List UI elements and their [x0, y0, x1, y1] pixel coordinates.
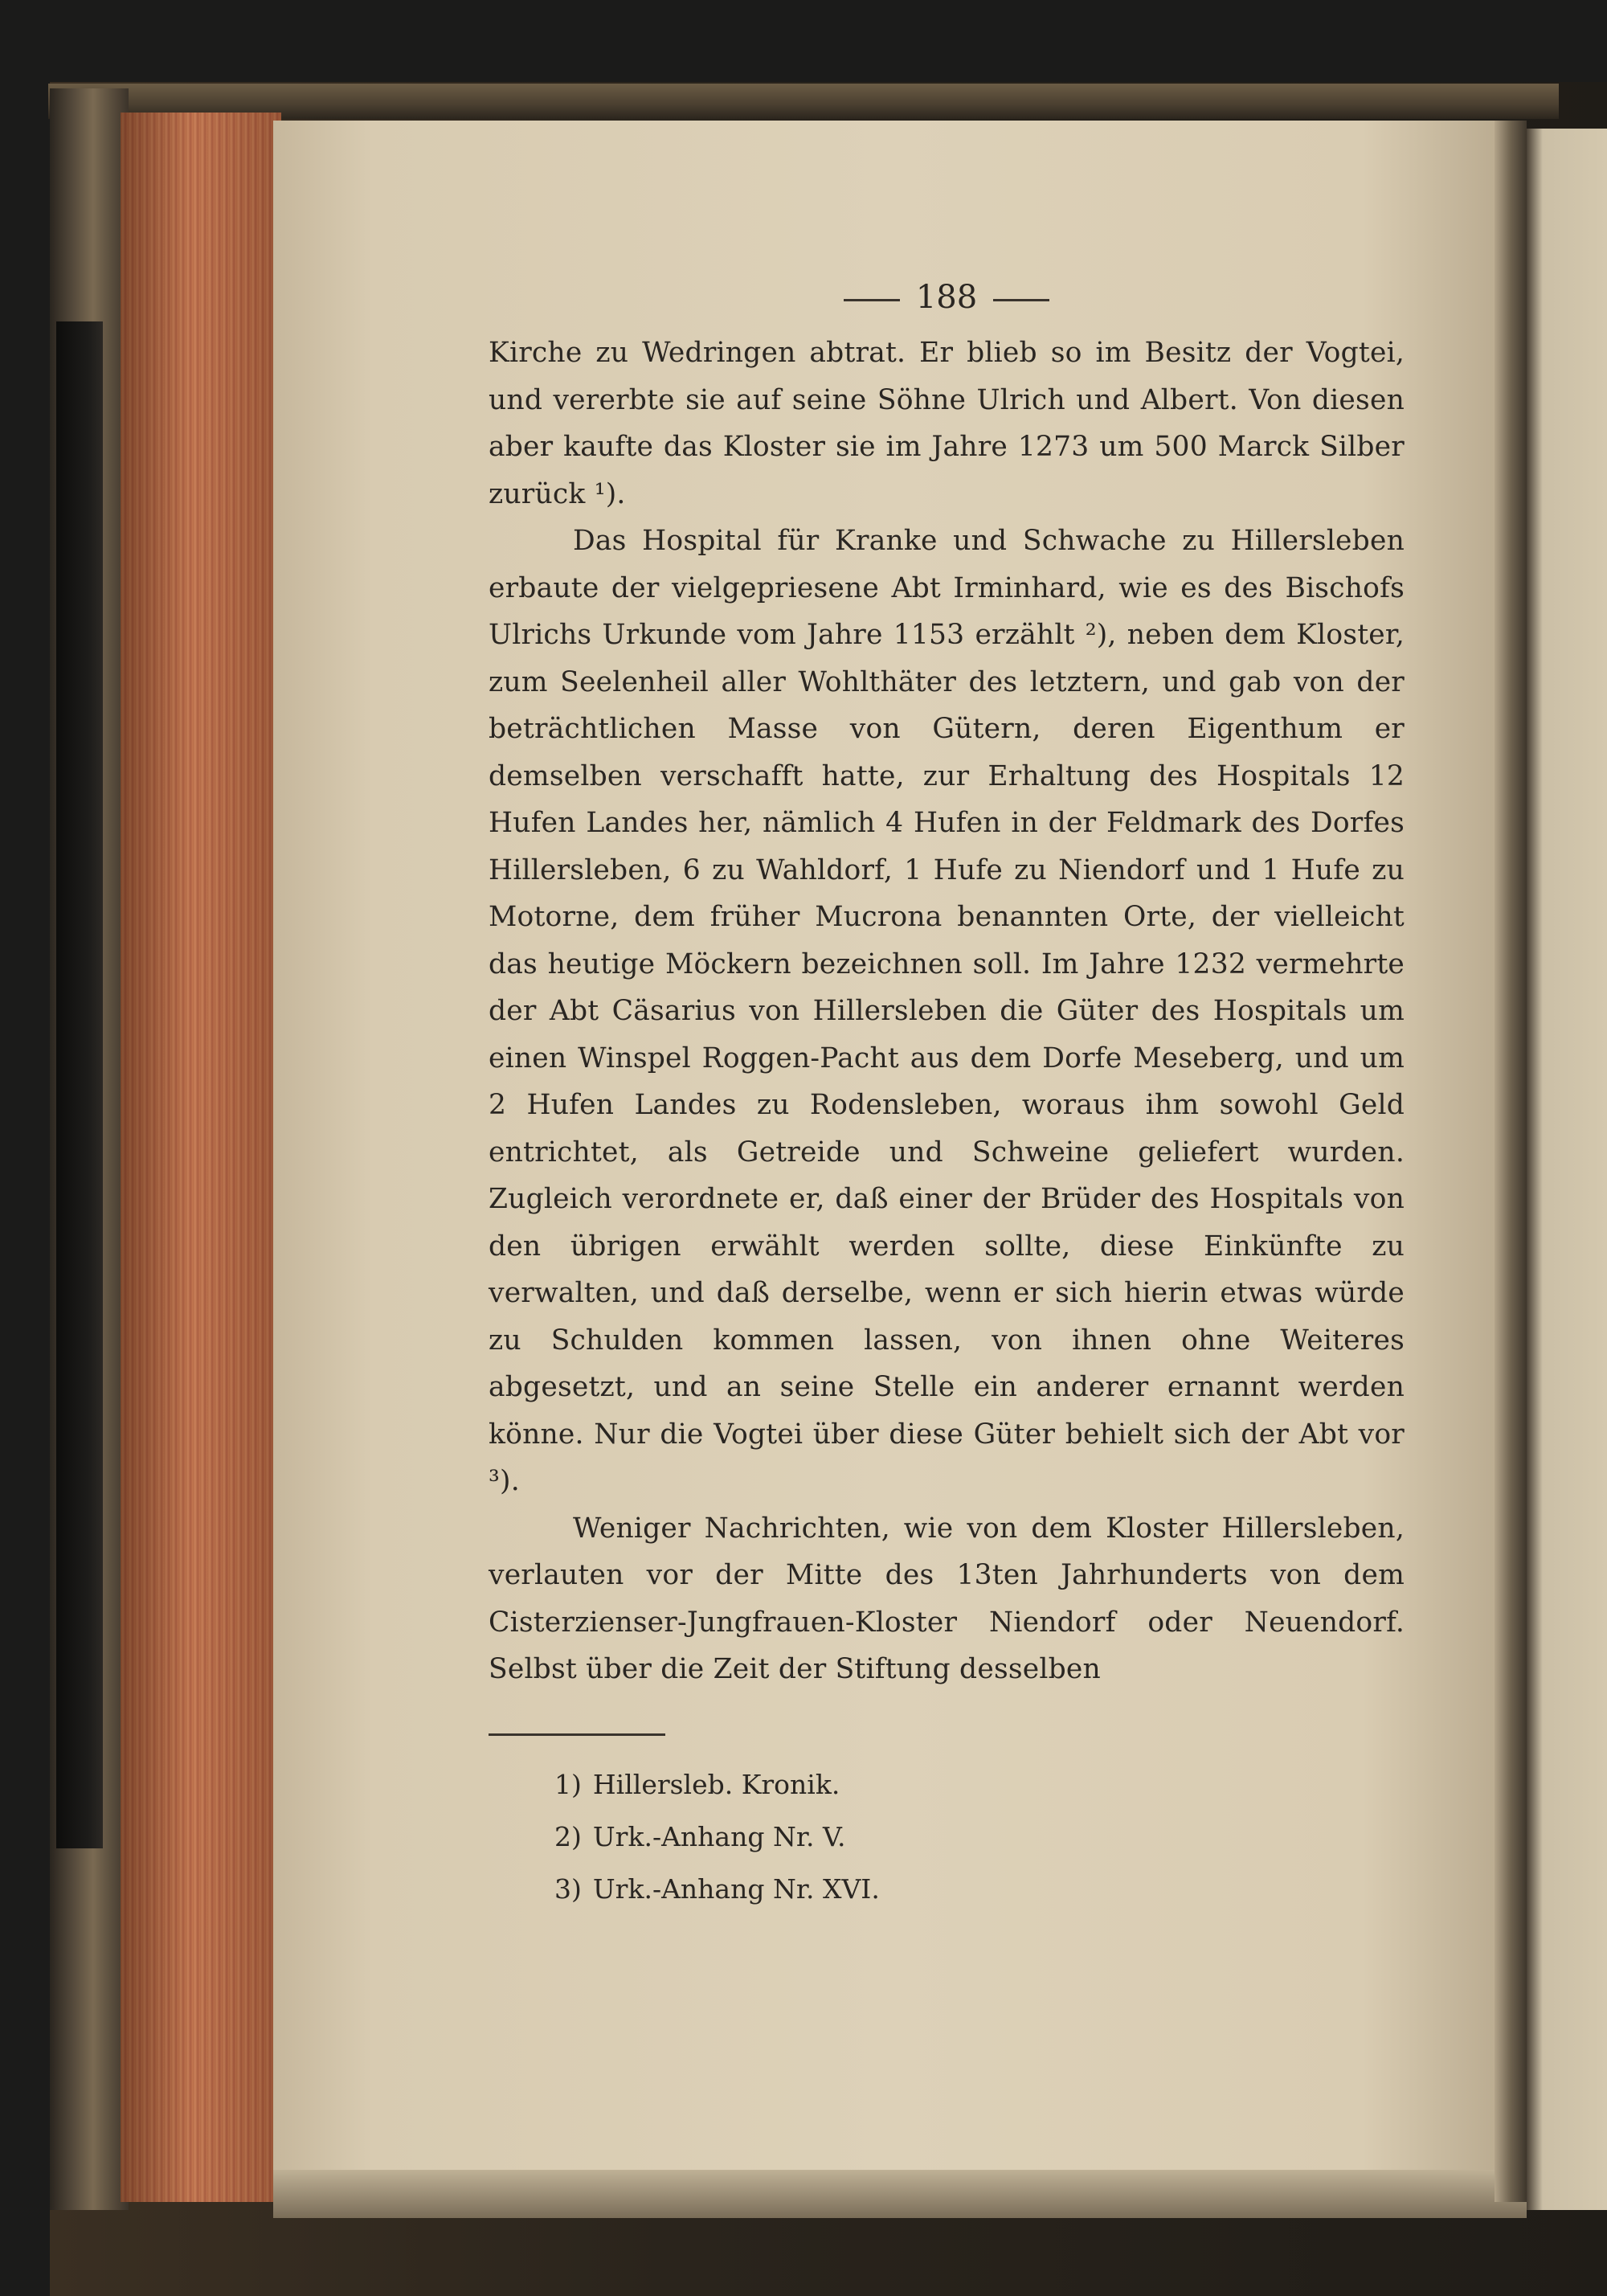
footnote-text: Urk.-Anhang Nr. V.: [592, 1820, 846, 1852]
footnote-marker: 3): [554, 1872, 582, 1905]
header-dash-left: [844, 299, 900, 301]
page-header: [489, 265, 1405, 329]
footnote-marker: 1): [554, 1768, 582, 1800]
footnote: [554, 1758, 1405, 1811]
body-text: [489, 329, 1405, 1693]
spine-label: [56, 321, 103, 1848]
paragraph: Kirche zu Wedringen abtrat. Er blieb so im Besitz der Vogtei, und vererbte sie auf seine Söhne Ulrich und Albert. Von diesen aber kaufte das Kloster sie im Jahre 1273 um 500 Marck Silber zurück ¹).: [489, 337, 1405, 510]
footnote-marker: 2): [554, 1820, 582, 1852]
footnote: [554, 1863, 1405, 1915]
footnote-rule: [489, 1733, 665, 1736]
facing-page: [1527, 129, 1607, 2210]
footnote-text: Hillersleb. Kronik.: [592, 1768, 840, 1800]
book-gutter: [1495, 121, 1527, 2202]
paragraph: Weniger Nachrichten, wie von dem Kloster Hillersleben, verlauten vor der Mitte des 13ten Jahrhunderts von dem Cisterzienser-Jungfrauen-Kloster Niendorf oder Neuendorf. Selbst über die Zeit der Stiftung desselben: [489, 1512, 1405, 1685]
page-content: [489, 265, 1405, 1915]
footnotes: [489, 1758, 1405, 1915]
page-bottom-shadow: [273, 2170, 1527, 2218]
paragraph: Das Hospital für Kranke und Schwache zu Hillersleben erbaute der vielgepriesene Abt Irminhard, wie es des Bischofs Ulrichs Urkunde vom Jahre 1153 erzählt ²), neben dem Kloster, zum Seelenheil aller Wohlthäter des letztern, und gab von der beträchtlichen Masse von Gütern, deren Eigenthum er demselben verschafft hatte, zur Erhaltung des Hospitals 12 Hufen Landes her, nämlich 4 Hufen in der Feldmark des Dorfes Hillersleben, 6 zu Wahldorf, 1 Hufe zu Niendorf und 1 Hufe zu Motorne, dem früher Mucrona benannten Orte, der vielleicht das heutige Möckern bezeichnen soll. Im Jahre 1232 vermehrte der Abt Cäsarius von Hillersleben die Güter des Hospitals um einen Winspel Roggen-Pacht aus dem Dorfe Meseberg, und um 2 Hufen Landes zu Rodensleben, woraus ihm sowohl Geld entrichtet, als Getreide und Schweine geliefert wurden. Zugleich verordnete er, daß einer der Brüder des Hospitals von den übrigen erwählt werden sollte, diese Einkünfte zu verwalten, und daß derselbe, wenn er sich hierin etwas würde zu Schulden kommen lassen, von ihnen ohne Weiteres abgesetzt, und an seine Stelle ein anderer ernannt werden könne. Nur die Vogtei über diese Güter behielt sich der Abt vor ³).: [489, 525, 1405, 1497]
header-dash-right: [993, 299, 1049, 301]
page-number: 188: [915, 279, 978, 316]
footnote-text: Urk.-Anhang Nr. XVI.: [592, 1872, 880, 1905]
footnote: [554, 1811, 1405, 1863]
page-edges-shade: [121, 113, 281, 2202]
